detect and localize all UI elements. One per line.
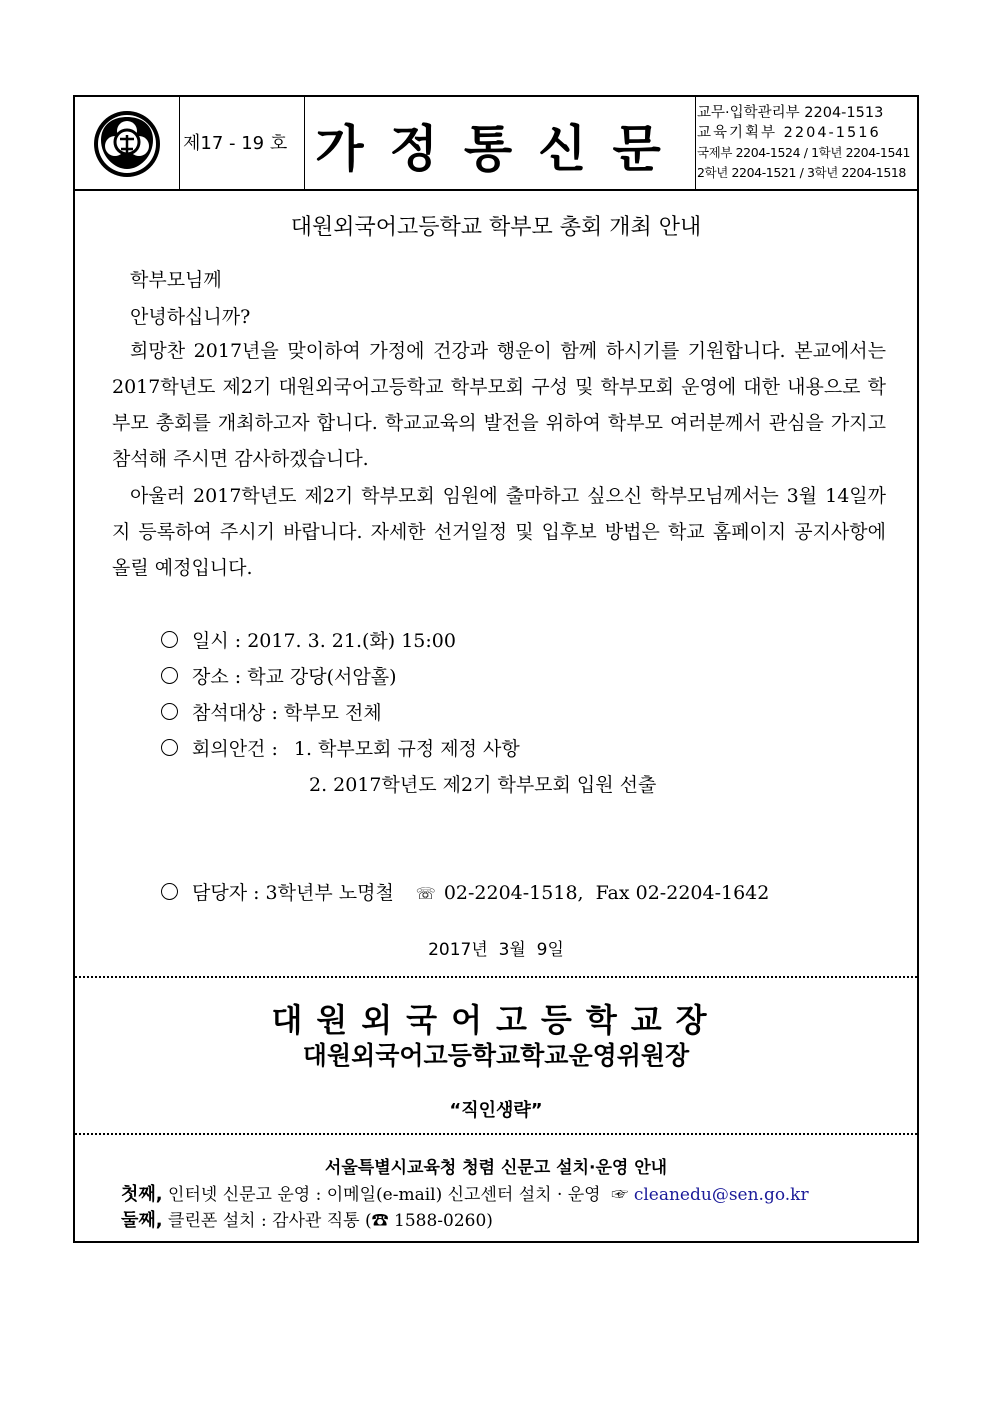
report-item-second: 둘째, 클린폰 설치 : 감사관 직통 (☎ 1588-0260) (121, 1210, 493, 1231)
circle-bullet-icon (161, 883, 178, 900)
header (75, 97, 917, 191)
circle-bullet-icon (161, 667, 178, 684)
salutation: 학부모님께 (130, 269, 222, 291)
masthead-title: 가정통신문 (315, 120, 687, 178)
issue-number: 제17 - 19 호 (183, 133, 288, 154)
committee-signature: 대원외국어고등학교학교운영위원장 (302, 1041, 690, 1070)
contact-line: 교무·입학관리부 2204-1513 (697, 105, 884, 121)
divider (695, 97, 696, 189)
divider (179, 97, 180, 189)
notice-title: 대원외국어고등학교 학부모 총회 개최 안내 (290, 215, 702, 240)
detail-datetime: 일시 : 2017. 3. 21.(화) 15:00 (161, 626, 456, 653)
school-emblem-icon (90, 109, 164, 179)
agenda-item: 1. 학부모회 규정 제정 사항 (293, 738, 520, 760)
agenda-item: 2. 2017학년도 제2기 학부모회 입원 선출 (309, 774, 657, 796)
contact-line: 교육기획부 2204-1516 (697, 125, 881, 141)
contact-line: 2학년 2204-1521 / 3학년 2204-1518 (697, 165, 906, 180)
body-paragraph: 희망찬 2017년을 맞이하여 가정에 건강과 행운이 함께 하시기를 기원합니다. 본교에서는 2017학년도 제2기 대원외국어고등학교 학부모회 구성 및 학부모회 운영에 대한 내용으로 학부모 총회를 개최하고자 합니다. 학교교육의 발전을 위하여 학부모 여러분께서 관심을 가지고 참석해 주시면 감사하겠습니다. (112, 340, 886, 470)
circle-bullet-icon (161, 739, 178, 756)
dotted-divider (75, 976, 917, 978)
greeting: 안녕하십니까? (130, 306, 251, 328)
report-item-first: 첫째, 인터넷 신문고 운영 : 이메일(e-mail) 신고센터 설치 · 운영 ☞ cleanedu@sen.go.kr (121, 1184, 809, 1205)
contact-line: 국제부 2204-1524 / 1학년 2204-1541 (697, 145, 911, 160)
detail-place: 장소 : 학교 강당(서암홀) (161, 662, 397, 689)
seal-note: “직인생략” (449, 1100, 543, 1121)
body-paragraph: 아울러 2017학년도 제2기 학부모회 임원에 출마하고 싶으신 학부모님께서는 3월 14일까지 등록하여 주시기 바랍니다. 자세한 선거일정 및 입후보 방법은 학교 홈페이지 공지사항에 올릴 예정입니다. (112, 485, 886, 579)
detail-attendees: 참석대상 : 학부모 전체 (161, 698, 382, 725)
detail-contact: 담당자 : 3학년부 노명철 ☏ 02-2204-1518, Fax 02-2204-1642 (161, 878, 769, 905)
contact-list (697, 103, 919, 183)
issue-date: 2017년 3월 9일 (428, 940, 564, 960)
telephone-icon: ☏ (415, 884, 436, 903)
dotted-divider (75, 1133, 917, 1135)
report-email: cleanedu@sen.go.kr (633, 1185, 809, 1205)
principal-signature: 대원외국어고등학교장 (271, 1001, 721, 1039)
circle-bullet-icon (161, 703, 178, 720)
divider (304, 97, 305, 189)
notice-frame (73, 95, 919, 1243)
detail-agenda: 회의안건 : 1. 학부모회 규정 제정 사항 (161, 734, 520, 761)
report-center-title: 서울특별시교육청 청렴 신문고 설치·운영 안내 (324, 1158, 668, 1178)
circle-bullet-icon (161, 631, 178, 648)
